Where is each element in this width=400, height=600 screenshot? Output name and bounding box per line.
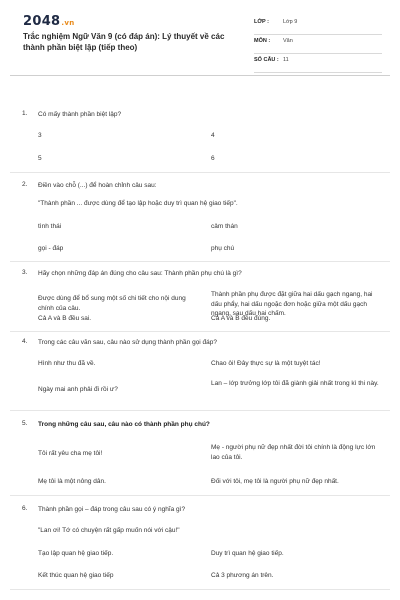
question-divider bbox=[10, 261, 390, 262]
meta-label: MÔN : bbox=[254, 38, 271, 44]
question-text: Trong các câu văn sau, câu nào sử dụng thành phần gọi đáp? bbox=[38, 339, 218, 346]
question-divider bbox=[10, 589, 390, 590]
answer-option[interactable]: tình thái bbox=[38, 223, 62, 230]
answer-option[interactable]: Chao ôi! Đây thực sự là một tuyệt tác! bbox=[211, 360, 321, 367]
question-number: 6. bbox=[22, 505, 28, 512]
question-text: Hãy chọn những đáp án đúng cho câu sau: Thành phần phụ chú là gì? bbox=[38, 270, 242, 277]
answer-option[interactable]: Kết thúc quan hệ giao tiếp bbox=[38, 572, 114, 579]
meta-label: LỚP : bbox=[254, 19, 269, 25]
answer-option[interactable]: 3 bbox=[38, 132, 42, 139]
answer-option[interactable]: Mẹ - người phụ nữ đẹp nhất đời tôi chính là động lực lớn lao của tôi. bbox=[211, 444, 376, 461]
answer-option[interactable]: Tôi rất yêu cha mẹ tôi! bbox=[38, 450, 103, 457]
site-logo[interactable] bbox=[23, 14, 75, 29]
logo-main: 2048 bbox=[23, 14, 61, 29]
question-divider bbox=[10, 410, 390, 411]
answer-option[interactable]: Cả A và B đều sai. bbox=[38, 315, 92, 322]
answer-option[interactable]: Lan – lớp trưởng lớp tôi đã giành giải nhất trong kì thi này. bbox=[211, 380, 379, 387]
question-divider bbox=[10, 172, 390, 173]
meta-panel bbox=[254, 16, 382, 73]
answer-option[interactable]: Hình như thu đã về. bbox=[38, 360, 96, 367]
document-title: Trắc nghiệm Ngữ Văn 9 (có đáp án): Lý thuyết về các thành phần biệt lập (tiếp theo) bbox=[23, 32, 225, 52]
meta-label: SỐ CÂU : bbox=[254, 57, 279, 63]
header-divider bbox=[10, 75, 390, 76]
question-quote: "Thành phần ... được dùng để tạo lập hoặc duy trì quan hệ giao tiếp". bbox=[38, 200, 238, 207]
answer-option[interactable]: Đối với tôi, mẹ tôi là người phụ nữ đẹp nhất. bbox=[211, 478, 339, 485]
question-text: Thành phần gọi – đáp trong câu sau có ý nghĩa gì? bbox=[38, 506, 186, 513]
meta-value: 11 bbox=[283, 57, 289, 63]
answer-option[interactable]: Mẹ tôi là một nông dân. bbox=[38, 478, 106, 485]
question-divider bbox=[10, 331, 390, 332]
answer-option[interactable]: Thành phần phụ được đặt giữa hai dấu gạch ngang, hai dấu phẩy, hai dấu ngoặc đơn hoặc giữa một dấu gạch ngang, sau dấu hai chấm. bbox=[211, 291, 373, 317]
question-number: 5. bbox=[22, 420, 28, 427]
meta-value: Văn bbox=[283, 38, 293, 44]
question-number: 3. bbox=[22, 269, 28, 276]
meta-row-subject bbox=[254, 35, 382, 54]
answer-option[interactable]: Cả A và B đều đúng. bbox=[211, 315, 271, 322]
answer-option[interactable]: Ngày mai anh phải đi rồi ư? bbox=[38, 386, 118, 393]
question-text: Trong những câu sau, câu nào có thành phần phụ chú? bbox=[38, 421, 210, 428]
question-quote: "Lan ơi! Tớ có chuyện rất gấp muốn nói với cậu!" bbox=[38, 527, 180, 534]
answer-option[interactable]: gọi - đáp bbox=[38, 245, 64, 252]
question-number: 1. bbox=[22, 110, 28, 117]
meta-value: Lớp 9 bbox=[283, 19, 298, 25]
answer-option[interactable]: 6 bbox=[211, 155, 215, 162]
question-number: 4. bbox=[22, 338, 28, 345]
question-divider bbox=[10, 495, 390, 496]
answer-option[interactable]: 5 bbox=[38, 155, 42, 162]
meta-row-count bbox=[254, 54, 382, 73]
answer-option[interactable]: 4 bbox=[211, 132, 215, 139]
logo-suffix: .vn bbox=[61, 19, 75, 27]
answer-option[interactable]: Được dùng để bổ sung một số chi tiết cho nội dung chính của câu. bbox=[38, 295, 186, 312]
answer-option[interactable]: phụ chú bbox=[211, 245, 235, 252]
answer-option[interactable]: Tạo lập quan hệ giao tiếp. bbox=[38, 550, 114, 557]
question-text: Có mấy thành phần biệt lập? bbox=[38, 111, 122, 118]
question-number: 2. bbox=[22, 181, 28, 188]
meta-row-class bbox=[254, 16, 382, 35]
answer-option[interactable]: Cả 3 phương án trên. bbox=[211, 572, 274, 579]
question-text: Điền vào chỗ (...) để hoàn chỉnh câu sau: bbox=[38, 182, 157, 189]
answer-option[interactable]: Duy trì quan hệ giao tiếp. bbox=[211, 550, 284, 557]
answer-option[interactable]: cảm thán bbox=[211, 223, 238, 230]
